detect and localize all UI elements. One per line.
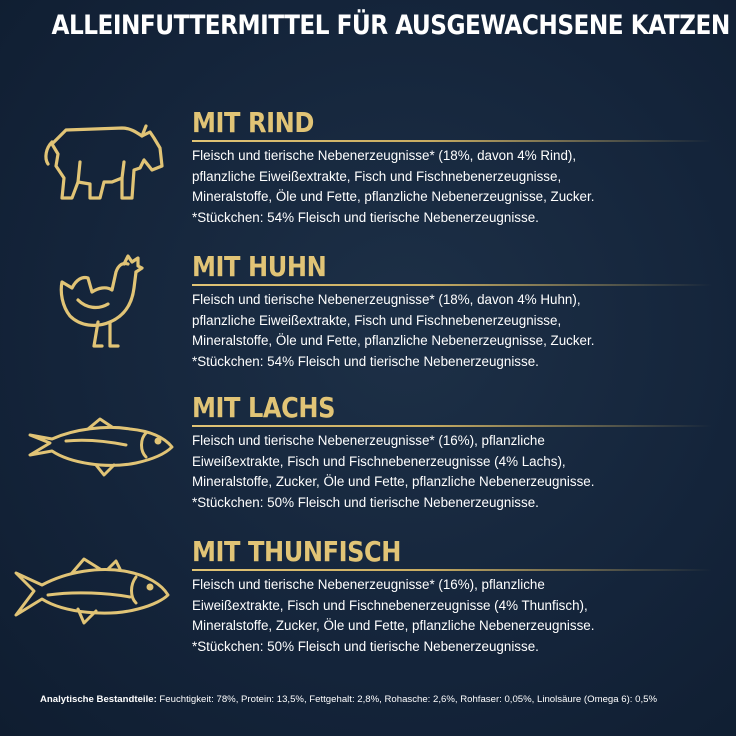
ingredients-line: *Stückchen: 54% Fleisch und tierische Nebenerzeugnisse. <box>192 353 539 369</box>
section-heading: MIT HUHN <box>192 250 327 283</box>
ingredients-line: Mineralstoffe, Öle und Fette, pflanzliche Nebenerzeugnisse, Zucker. <box>192 333 595 349</box>
gold-divider <box>192 284 712 286</box>
ingredients-line: Fleisch und tierische Nebenerzeugnisse* (16%), pflanzliche <box>192 433 545 448</box>
section-heading: MIT RIND <box>192 106 314 139</box>
tuna-icon <box>12 557 172 629</box>
gold-divider <box>192 425 712 427</box>
section-heading: MIT LACHS <box>192 391 336 424</box>
ingredients-text <box>192 575 712 657</box>
ingredients-line: *Stückchen: 50% Fleisch und tierische Nebenerzeugnisse. <box>192 638 539 654</box>
ingredients-line: Eiweißextrakte, Fisch und Fischnebenerzeugnisse (4% Lachs), <box>192 453 566 469</box>
cow-icon <box>38 122 166 208</box>
analytical-constituents <box>40 692 730 707</box>
ingredients-line: Fleisch und tierische Nebenerzeugnisse* (18%, davon 4% Huhn), <box>192 292 581 307</box>
ingredients-line: Eiweißextrakte, Fisch und Fischnebenerzeugnisse (4% Thunfisch), <box>192 597 588 613</box>
footer-label: Analytische Bestandteile: <box>40 694 157 705</box>
ingredients-line: Fleisch und tierische Nebenerzeugnisse* (16%), pflanzliche <box>192 577 545 592</box>
page-title: ALLEINFUTTERMITTEL FÜR AUSGEWACHSENE KATZEN <box>51 10 730 41</box>
ingredients-line: Mineralstoffe, Öle und Fette, pflanzliche Nebenerzeugnisse, Zucker. <box>192 189 595 205</box>
ingredients-text <box>192 290 712 372</box>
ingredients-line: Mineralstoffe, Zucker, Öle und Fette, pflanzliche Nebenerzeugnisse. <box>192 474 595 490</box>
ingredients-line: pflanzliche Eiweißextrakte, Fisch und Fischnebenerzeugnisse, <box>192 312 562 328</box>
ingredients-text <box>192 146 712 228</box>
section-heading: MIT THUNFISCH <box>192 535 402 568</box>
ingredients-text <box>192 431 712 513</box>
ingredients-line: *Stückchen: 50% Fleisch und tierische Nebenerzeugnisse. <box>192 494 539 510</box>
ingredients-line: Fleisch und tierische Nebenerzeugnisse* (18%, davon 4% Rind), <box>192 148 577 163</box>
chicken-icon <box>52 250 148 350</box>
ingredients-line: *Stückchen: 54% Fleisch und tierische Nebenerzeugnisse. <box>192 209 539 225</box>
ingredients-line: Mineralstoffe, Zucker, Öle und Fette, pflanzliche Nebenerzeugnisse. <box>192 618 595 634</box>
ingredients-line: pflanzliche Eiweißextrakte, Fisch und Fischnebenerzeugnisse, <box>192 168 562 184</box>
gold-divider <box>192 569 712 571</box>
footer-text: Feuchtigkeit: 78%, Protein: 13,5%, Fettgehalt: 2,8%, Rohasche: 2,6%, Rohfaser: 0,05%, Linolsäure (Omega 6): 0,5% <box>156 694 657 705</box>
salmon-icon <box>26 417 176 479</box>
gold-divider <box>192 140 712 142</box>
